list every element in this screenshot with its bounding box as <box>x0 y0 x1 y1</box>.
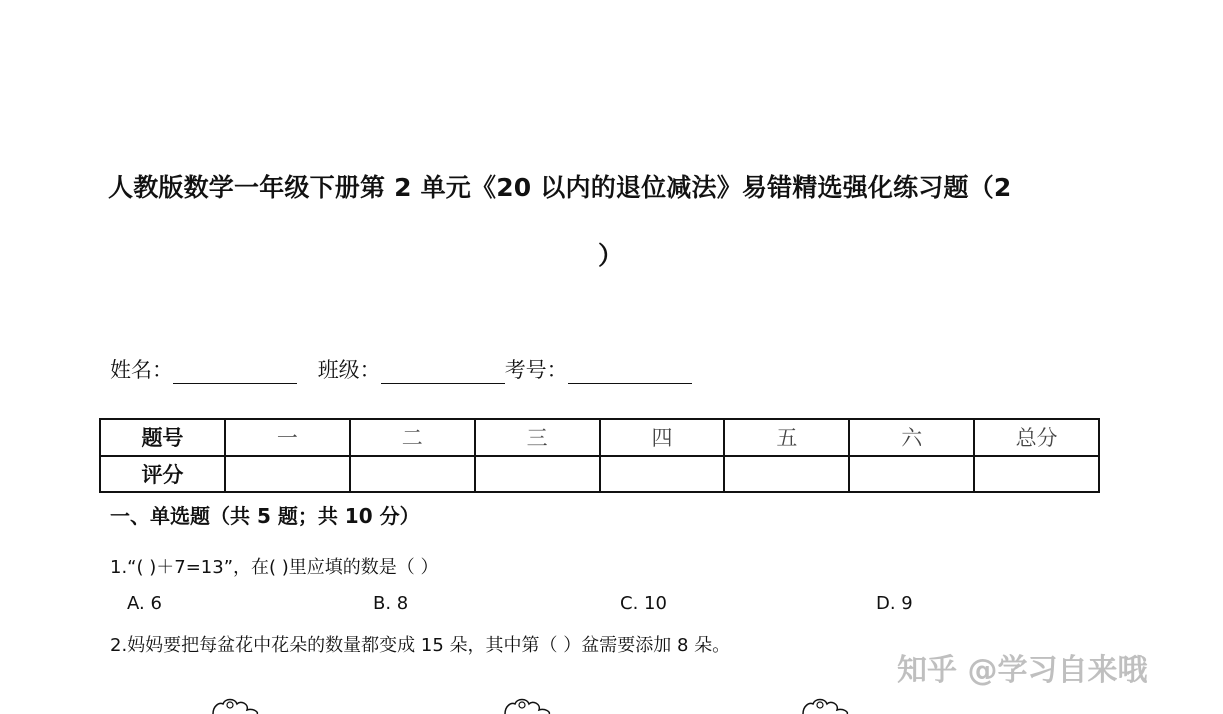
worksheet-title: 人教版数学一年级下册第 2 单元《20 以内的退位减法》易错精选强化练习题（2 <box>108 173 1012 202</box>
name-label: 姓名： <box>110 358 173 382</box>
flower-pot-1-icon <box>205 696 265 714</box>
score-cell-3[interactable] <box>475 456 600 493</box>
column-3: 三 <box>475 419 600 456</box>
score-cell-4[interactable] <box>600 456 725 493</box>
column-6: 六 <box>849 419 974 456</box>
question-2: 2.妈妈要把每盆花中花朵的数量都变成 15 朵，其中第（ ）盆需要添加 8 朵。 <box>110 635 731 656</box>
score-cell-2[interactable] <box>350 456 475 493</box>
flower-pot-2-icon <box>497 696 557 714</box>
question-1: 1.“( )＋7=13”，在( )里应填的数是（ ） <box>110 557 439 578</box>
q1-option-a[interactable]: A. 6 <box>127 593 162 614</box>
score-cell-6[interactable] <box>849 456 974 493</box>
q1-option-b[interactable]: B. 8 <box>373 593 409 614</box>
watermark: 知乎 @学习自来哦 <box>897 653 1148 688</box>
score-table <box>99 418 1100 493</box>
column-total: 总分 <box>974 419 1099 456</box>
score-table-score-row <box>100 456 1099 493</box>
score-cell-5[interactable] <box>724 456 849 493</box>
class-label: 班级： <box>317 358 381 382</box>
score-cell-1[interactable] <box>225 456 350 493</box>
score-header: 评分 <box>100 456 225 493</box>
column-5: 五 <box>724 419 849 456</box>
column-2: 二 <box>350 419 475 456</box>
score-cell-total[interactable] <box>974 456 1099 493</box>
question-number-header: 题号 <box>100 419 225 456</box>
worksheet-title-tail: ） <box>598 241 624 270</box>
column-1: 一 <box>225 419 350 456</box>
id-field[interactable] <box>568 361 692 384</box>
score-table-header-row <box>100 419 1099 456</box>
flower-pot-3-icon <box>795 696 855 714</box>
id-label: 考号： <box>504 358 568 382</box>
column-4: 四 <box>600 419 725 456</box>
name-field[interactable] <box>173 361 297 384</box>
student-info-row <box>110 354 706 384</box>
q1-option-d[interactable]: D. 9 <box>876 593 913 614</box>
q1-option-c[interactable]: C. 10 <box>620 593 667 614</box>
class-field[interactable] <box>381 361 505 384</box>
section-heading: 一、单选题（共 5 题；共 10 分） <box>110 504 420 528</box>
